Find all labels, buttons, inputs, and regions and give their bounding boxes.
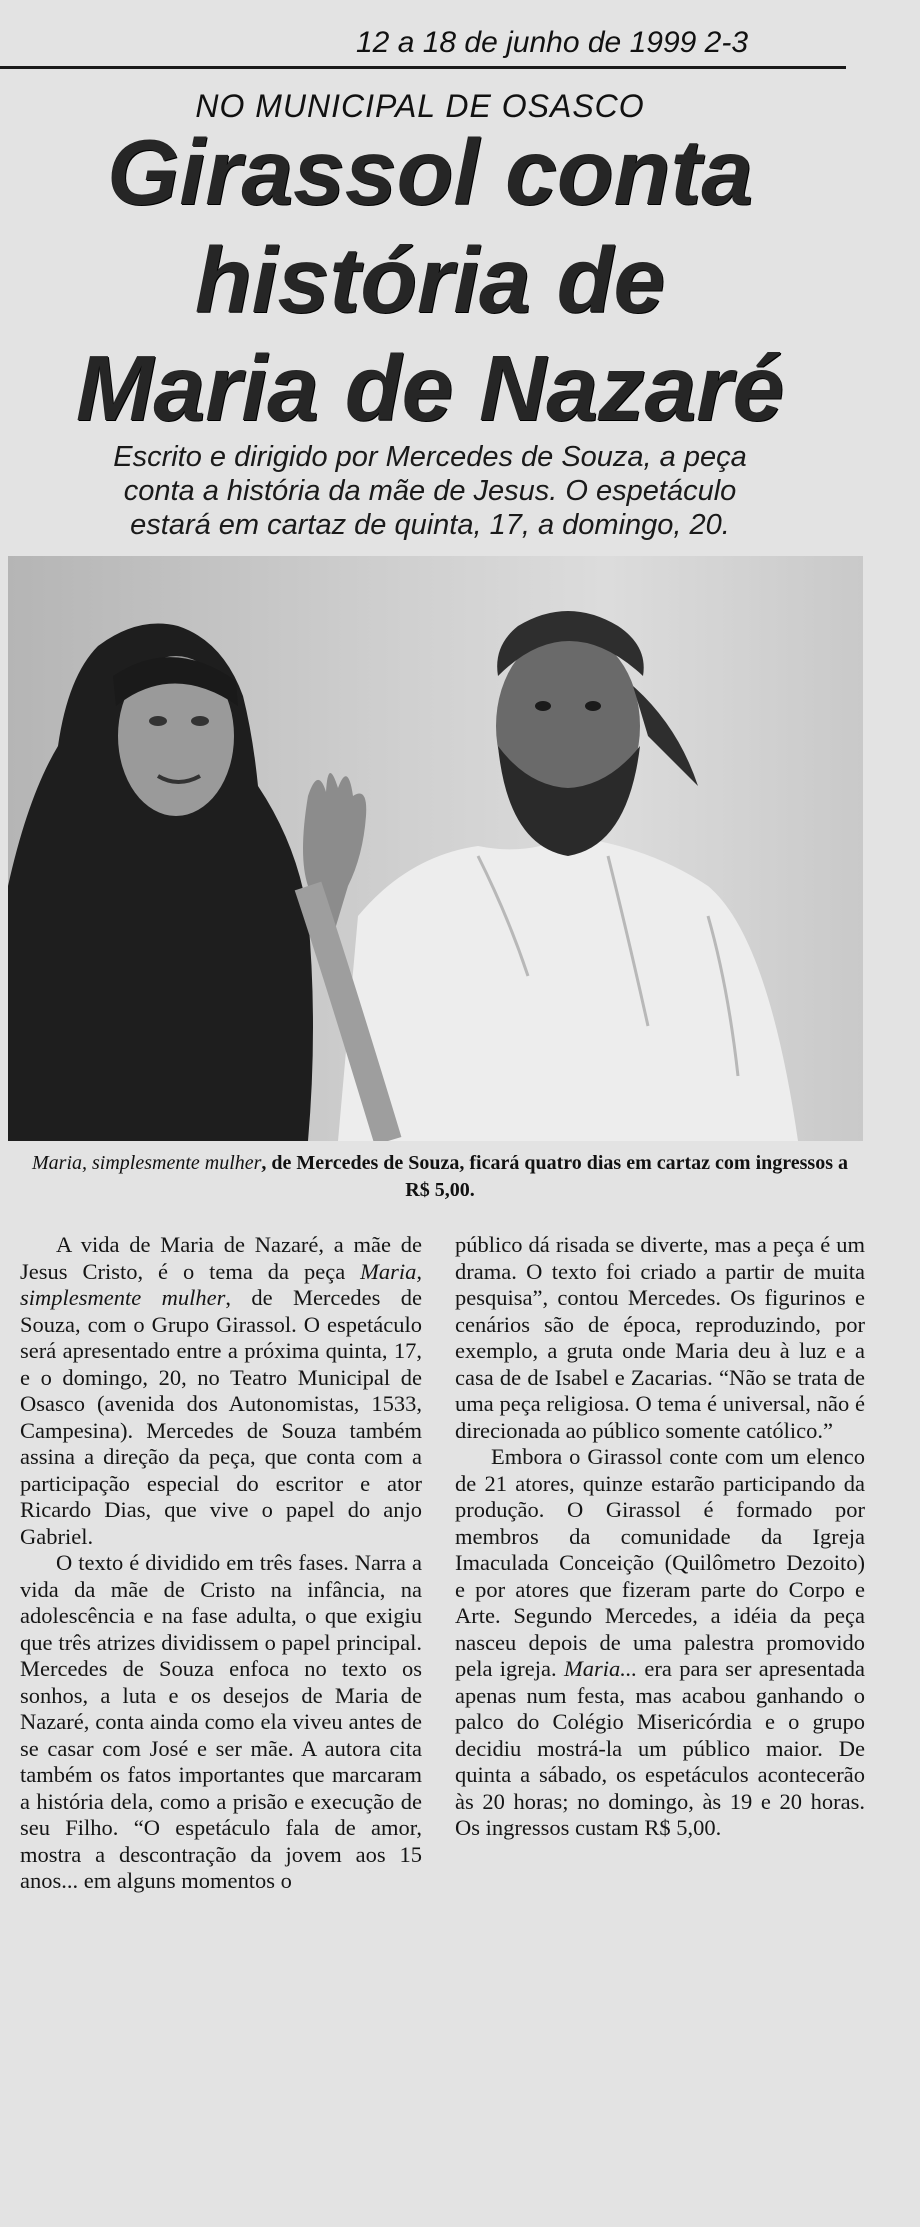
caption-play-title: Maria, simplesmente mulher [32,1152,262,1174]
man-figure [303,611,798,1141]
article-kicker: NO MUNICIPAL DE OSASCO [195,88,645,124]
body-paragraph: O texto é dividido em três fases. Narra a vida da mãe de Cristo na infância, na adolescência e na fase adulta, o que exigiu que três atrizes dividissem o papel principal. Mercedes de Souza enfoca no texto os sonhos, a luta e os desejos de Maria de Nazaré, conta ainda como ela viveu antes de se casar com José e ser mãe. A autora cita também os fatos importantes que marcaram a história dela, como a prisão e execução de seu Filho. “O espetáculo fala de amor, mostra a descontração da jovem aos 15 anos... em alguns momentos o [20,1550,422,1893]
play-title: Maria, simplesmente mulher [20,1258,422,1310]
paragraph-text: , de Mercedes de Souza, com o Grupo Girassol. O espetáculo será apresentado entre a próxima quinta, 17, e o domingo, 20, no Teatro Municipal de Osasco (avenida dos Autonomistas, 1533, Campesina). Mercedes de Souza também assina a direção da peça, que conta com a participação especial do escritor e ator Ricardo Dias, que vive o papel do anjo Gabriel. [20,1285,422,1549]
play-title: Maria... [563,1656,638,1681]
deck-line-2: conta a história da mãe de Jesus. O espetáculo [123,475,737,507]
caption-text: , de Mercedes de Souza, ficará quatro dias em cartaz com ingressos a R$ 5,00. [261,1152,848,1201]
paragraph-text: A vida de Maria de Nazaré, a mãe de Jesus Cristo, é o tema da peça [20,1232,422,1284]
paragraph-text: era para ser apresentada apenas num festa, mas acabou ganhando o palco do Colégio Misericórdia e o grupo decidiu mostrá-la um público maior. De quinta a sábado, os espetáculos acontecerão às 20 horas; no domingo, às 19 e 20 horas. Os ingressos custam R$ 5,00. [455,1656,865,1840]
article-deck [30,440,830,542]
photo-caption [20,1150,860,1204]
body-paragraph [20,1232,422,1550]
body-paragraph [455,1444,865,1842]
paragraph-text: Embora o Girassol conte com um elenco de 21 atores, quinze estarão participando da produção. O Girassol é formado por membros da comunidade da Igreja Imaculada Conceição (Quilômetro Dezoito) e por atores que fizeram parte do Corpo e Arte. Segundo Mercedes, a idéia da peça nasceu depois de uma palestra promovido pela igreja. [455,1444,865,1681]
photo-illustration [8,556,863,1141]
header-rule [0,66,846,69]
issue-dateline: 12 a 18 de junho de 1999 2-3 [356,26,749,59]
deck-line-1: Escrito e dirigido por Mercedes de Souza, a peça [113,441,747,473]
article-photo [8,556,863,1141]
article-headline [20,118,840,442]
headline-line-3: Maria de Nazaré [75,336,785,440]
body-column-left [20,1232,422,1895]
headline-line-1: Girassol conta [106,120,754,224]
headline-line-2: história de [194,228,666,332]
body-paragraph: público dá risada se diverte, mas a peça é um drama. O texto foi criado a partir de muita pesquisa”, contou Mercedes. Os figurinos e cenários são de época, reproduzindo, por exemplo, a gruta onde Maria deu à luz e a casa de de Isabel e Zacarias. “Não se trata de uma peça religiosa. O tema é universal, não é direcionada ao público somente católico.” [455,1232,865,1443]
deck-line-3: estará em cartaz de quinta, 17, a domingo, 20. [130,509,730,541]
body-column-right [455,1232,865,1842]
woman-figure [8,624,313,1142]
